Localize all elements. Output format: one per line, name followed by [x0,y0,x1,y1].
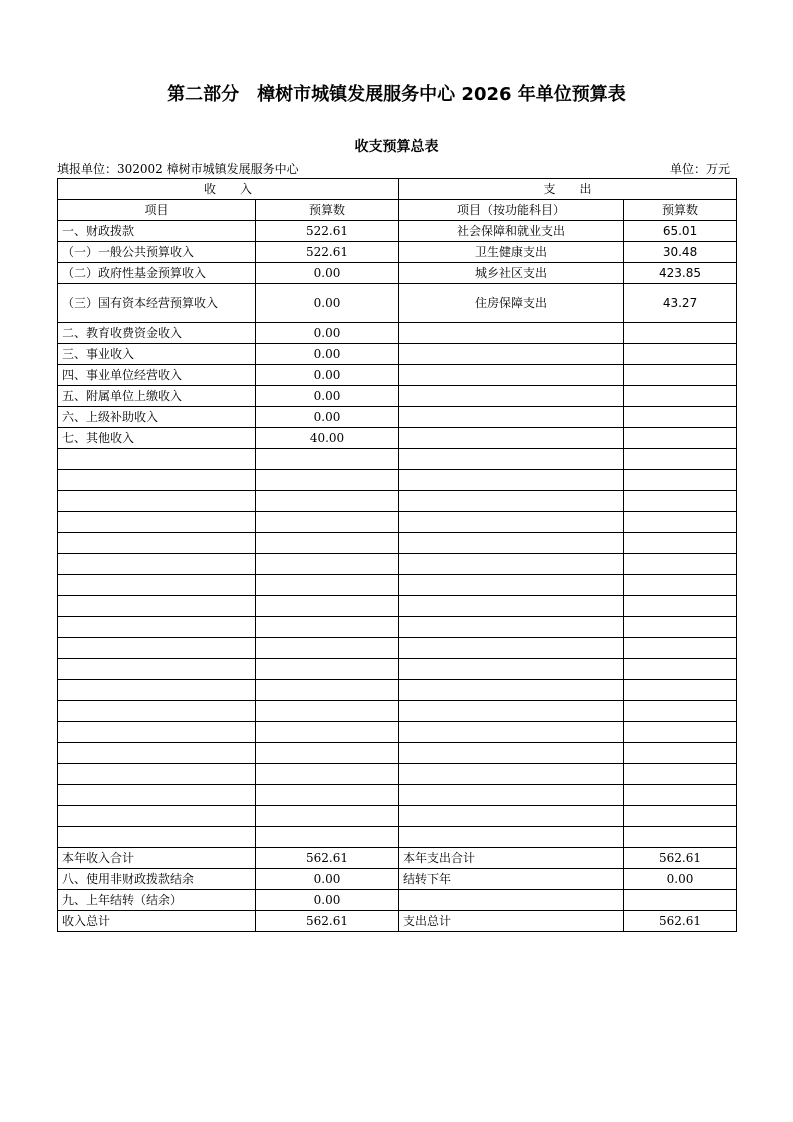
col-header-item: 项目 [58,200,256,221]
empty-cell [58,512,256,533]
income-value-cell: 0.00 [256,284,399,323]
empty-row [58,512,737,533]
income-item-cell: 二、教育收费资金收入 [58,323,256,344]
empty-cell [58,680,256,701]
empty-cell [624,743,737,764]
empty-cell [58,701,256,722]
empty-cell [256,575,399,596]
empty-cell [58,449,256,470]
income-value-cell: 522.61 [256,242,399,263]
empty-cell [399,470,624,491]
income-item-cell: 三、事业收入 [58,344,256,365]
income-value-cell: 0.00 [256,263,399,284]
page-title: 第二部分 樟树市城镇发展服务中心 2026 年单位预算表 [167,84,626,105]
reporting-unit: 填报单位：302002 樟树市城镇发展服务中心 [57,162,299,176]
empty-row [58,554,737,575]
table-row [58,890,737,911]
expense-value-cell [624,407,737,428]
empty-cell [58,743,256,764]
empty-row [58,659,737,680]
empty-row [58,722,737,743]
empty-row [58,680,737,701]
empty-cell [399,806,624,827]
expense-item-cell [399,890,624,911]
empty-cell [399,596,624,617]
empty-cell [256,617,399,638]
expense-item-cell [399,365,624,386]
income-value-cell: 0.00 [256,344,399,365]
empty-row [58,617,737,638]
empty-cell [256,764,399,785]
empty-cell [624,491,737,512]
income-item-cell: 七、其他收入 [58,428,256,449]
empty-row [58,764,737,785]
table-row [58,284,737,323]
expense-value-cell: 423.85 [624,263,737,284]
expense-value-cell [624,323,737,344]
table-row [58,911,737,932]
empty-cell [399,575,624,596]
empty-row [58,785,737,806]
empty-cell [256,596,399,617]
empty-cell [58,806,256,827]
empty-cell [399,449,624,470]
expense-value-cell: 30.48 [624,242,737,263]
empty-cell [58,659,256,680]
empty-cell [58,596,256,617]
empty-cell [624,764,737,785]
expense-value-cell [624,386,737,407]
income-value-cell: 0.00 [256,869,399,890]
empty-row [58,806,737,827]
expense-value-cell [624,344,737,365]
empty-row [58,449,737,470]
empty-cell [256,743,399,764]
empty-cell [58,617,256,638]
income-item-cell: 六、上级补助收入 [58,407,256,428]
empty-cell [58,470,256,491]
empty-cell [256,491,399,512]
empty-cell [624,596,737,617]
empty-cell [58,722,256,743]
table-row [58,242,737,263]
empty-cell [399,554,624,575]
income-value-cell: 0.00 [256,386,399,407]
empty-cell [624,701,737,722]
empty-cell [399,701,624,722]
empty-cell [624,449,737,470]
column-header-row [58,200,737,221]
empty-cell [624,638,737,659]
section-header-row [58,179,737,200]
expense-item-cell: 城乡社区支出 [399,263,624,284]
income-header: 收 入 [58,179,399,200]
table-row [58,365,737,386]
expense-item-cell: 结转下年 [399,869,624,890]
expense-value-cell [624,365,737,386]
expense-item-cell: 住房保障支出 [399,284,624,323]
col-header-budget2: 预算数 [624,200,737,221]
empty-cell [624,575,737,596]
empty-cell [256,470,399,491]
expense-value-cell: 65.01 [624,221,737,242]
income-item-cell: 四、事业单位经营收入 [58,365,256,386]
empty-cell [624,722,737,743]
empty-cell [399,785,624,806]
expense-item-cell [399,386,624,407]
empty-cell [624,617,737,638]
income-value-cell: 0.00 [256,890,399,911]
empty-row [58,701,737,722]
income-value-cell: 0.00 [256,323,399,344]
unit-line [57,160,736,178]
expense-header: 支 出 [399,179,737,200]
empty-cell [624,470,737,491]
table-row [58,869,737,890]
income-item-cell: 五、附属单位上缴收入 [58,386,256,407]
empty-cell [256,554,399,575]
empty-cell [624,827,737,848]
empty-row [58,470,737,491]
col-header-item-func: 项目（按功能科目） [399,200,624,221]
income-item-cell: 本年收入合计 [58,848,256,869]
empty-cell [256,827,399,848]
income-value-cell: 562.61 [256,911,399,932]
table-row [58,263,737,284]
empty-cell [624,512,737,533]
expense-item-cell [399,323,624,344]
expense-value-cell [624,890,737,911]
table-row [58,221,737,242]
empty-cell [256,512,399,533]
table-row [58,323,737,344]
empty-cell [624,806,737,827]
budget-summary-table [57,178,737,932]
expense-value-cell: 562.61 [624,911,737,932]
income-item-cell: 九、上年结转（结余） [58,890,256,911]
empty-cell [624,533,737,554]
empty-cell [256,659,399,680]
expense-item-cell: 支出总计 [399,911,624,932]
expense-item-cell: 社会保障和就业支出 [399,221,624,242]
col-header-budget: 预算数 [256,200,399,221]
expense-item-cell: 卫生健康支出 [399,242,624,263]
expense-value-cell: 0.00 [624,869,737,890]
empty-cell [256,638,399,659]
income-item-cell: 一、财政拨款 [58,221,256,242]
expense-value-cell: 43.27 [624,284,737,323]
income-value-cell: 0.00 [256,407,399,428]
table-row [58,428,737,449]
empty-cell [624,554,737,575]
empty-cell [58,575,256,596]
expense-item-cell [399,407,624,428]
income-value-cell: 40.00 [256,428,399,449]
empty-cell [624,785,737,806]
empty-cell [624,659,737,680]
empty-cell [399,722,624,743]
empty-cell [256,806,399,827]
empty-cell [256,533,399,554]
empty-row [58,575,737,596]
table-row [58,848,737,869]
expense-item-cell: 本年支出合计 [399,848,624,869]
empty-cell [256,449,399,470]
expense-value-cell: 562.61 [624,848,737,869]
income-value-cell: 562.61 [256,848,399,869]
empty-cell [399,659,624,680]
empty-cell [58,554,256,575]
expense-value-cell [624,428,737,449]
empty-cell [58,533,256,554]
empty-cell [399,764,624,785]
empty-cell [399,617,624,638]
expense-item-cell [399,428,624,449]
empty-cell [399,491,624,512]
empty-cell [58,827,256,848]
empty-cell [624,680,737,701]
empty-cell [399,512,624,533]
table-title: 收支预算总表 [354,139,439,155]
empty-cell [256,785,399,806]
empty-cell [399,638,624,659]
empty-cell [58,785,256,806]
income-item-cell: （三）国有资本经营预算收入 [58,284,256,323]
table-row [58,344,737,365]
empty-row [58,491,737,512]
income-item-cell: 八、使用非财政拨款结余 [58,869,256,890]
empty-cell [256,680,399,701]
empty-cell [58,638,256,659]
income-item-cell: （一）一般公共预算收入 [58,242,256,263]
empty-row [58,533,737,554]
empty-cell [399,743,624,764]
empty-cell [399,680,624,701]
empty-cell [256,722,399,743]
expense-item-cell [399,344,624,365]
table-row [58,407,737,428]
empty-cell [256,701,399,722]
empty-row [58,827,737,848]
income-value-cell: 522.61 [256,221,399,242]
empty-cell [399,533,624,554]
income-item-cell: （二）政府性基金预算收入 [58,263,256,284]
empty-cell [58,764,256,785]
currency-unit: 单位：万元 [669,162,730,176]
income-value-cell: 0.00 [256,365,399,386]
empty-row [58,638,737,659]
income-item-cell: 收入总计 [58,911,256,932]
empty-cell [399,827,624,848]
table-row [58,386,737,407]
empty-row [58,743,737,764]
empty-cell [58,491,256,512]
empty-row [58,596,737,617]
